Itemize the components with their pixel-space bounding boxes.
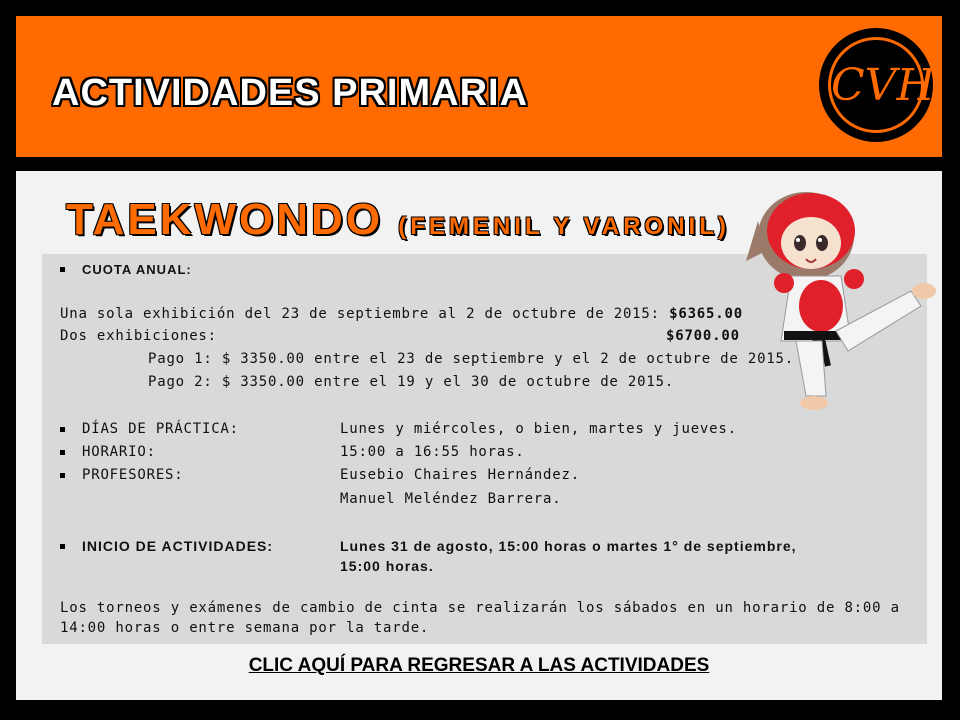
section-subtitle: (FEMENIL Y VARONIL): [398, 213, 730, 240]
section-title: [66, 195, 730, 245]
header-bar: [16, 16, 942, 157]
section-title-main: TAEKWONDO: [66, 195, 384, 244]
bullet-icon: [60, 267, 65, 272]
profesores-label: PROFESORES:: [82, 467, 184, 483]
pago-2: Pago 2: $ 3350.00 entre el 19 y el 30 de octubre de 2015.: [148, 374, 675, 390]
una-sola-text: Una sola exhibición del 23 de septiembre al 2 de octubre de 2015:: [60, 306, 660, 322]
profesor-2: Manuel Meléndez Barrera.: [340, 491, 562, 507]
logo-text: CVH: [831, 60, 935, 111]
cuota-dos-label: Dos exhibiciones:: [60, 328, 217, 344]
bullet-icon: [60, 473, 65, 478]
logo-ring: [828, 37, 935, 133]
torneos-line-1: Los torneos y exámenes de cambio de cinta se realizarán los sábados en un horario de 8:00 a: [60, 600, 900, 616]
cuota-label: CUOTA ANUAL:: [82, 262, 192, 277]
cvh-logo-icon: [819, 28, 933, 142]
torneos-line-2: 14:00 horas o entre semana por la tarde.: [60, 620, 430, 636]
bullet-icon: [60, 544, 65, 549]
taekwondo-mascot-icon: [736, 181, 936, 421]
cuota-dos-price: $6700.00: [666, 328, 740, 344]
page-title: ACTIVIDADES PRIMARIA: [52, 72, 529, 114]
inicio-value-1: Lunes 31 de agosto, 15:00 horas o martes 1° de septiembre,: [340, 538, 797, 554]
inicio-label: INICIO DE ACTIVIDADES:: [82, 538, 274, 554]
dias-value: Lunes y miércoles, o bien, martes y jueves.: [340, 421, 737, 437]
dias-label: DÍAS DE PRÁCTICA:: [82, 421, 239, 437]
back-to-activities-link[interactable]: CLIC AQUÍ PARA REGRESAR A LAS ACTIVIDADES: [248, 655, 710, 676]
una-sola-price: $6365.00: [669, 306, 743, 322]
content-panel: [16, 171, 942, 700]
pago-1: Pago 1: $ 3350.00 entre el 23 de septiembre y el 2 de octubre de 2015.: [148, 351, 795, 367]
horario-label: HORARIO:: [82, 444, 156, 460]
horario-value: 15:00 a 16:55 horas.: [340, 444, 525, 460]
cuota-una-sola: [60, 306, 743, 322]
bullet-icon: [60, 427, 65, 432]
profesores-value: Eusebio Chaires Hernández.: [340, 467, 580, 483]
inicio-value-2: 15:00 horas.: [340, 558, 434, 574]
bullet-icon: [60, 450, 65, 455]
